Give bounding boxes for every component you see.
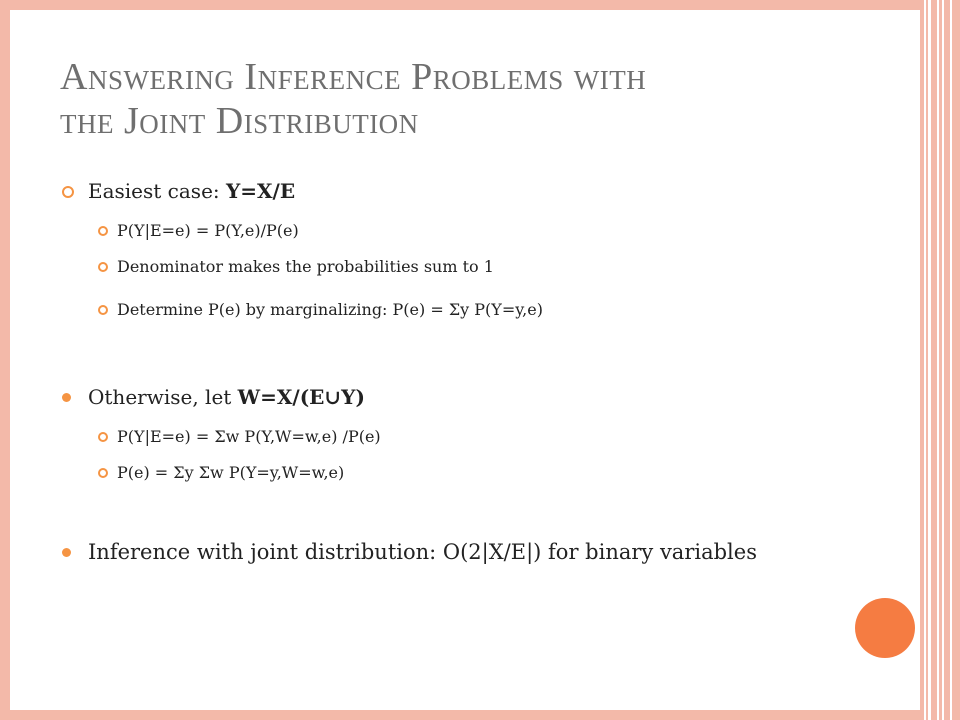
stripe [939,0,942,720]
disc-bullet-icon [62,393,71,402]
bullet-bold: Y=X/E [226,179,296,203]
bullet-prefix: Easiest case: [88,179,226,203]
ring-bullet-icon [98,468,108,478]
frame-left [0,0,10,720]
sub-bullet-text: P(e) = Σy Σw P(Y=y,W=w,e) [117,463,345,482]
disc-bullet-icon [62,548,71,557]
frame-bottom [0,710,920,720]
bullet-text: Inference with joint distribution: O(2|X/E|) for binary variables [88,540,757,564]
bullet-bold: W=X/(E∪Y) [237,385,365,409]
slide-title [60,55,840,143]
title-line-2: the Joint Distribution [60,100,419,142]
title-line-1: Answering Inference Problems with [60,56,647,98]
sub-bullet-text: P(Y|E=e) = Σw P(Y,W=w,e) /P(e) [117,427,381,446]
bullet-text [88,382,365,412]
bullet-text [88,176,295,206]
stripe [944,0,950,720]
sub-bullet-text: Denominator makes the probabilities sum to 1 [117,257,494,276]
right-stripe-band [920,0,960,720]
bullet-prefix: Otherwise, let [88,385,238,409]
ring-bullet-icon [98,432,108,442]
sub-bullet-text [117,219,299,243]
stripe [931,0,937,720]
frame-top [0,0,920,10]
formula-text: P(Y|E=e) = P(Y,e)/P(e) [117,221,299,240]
decorative-orange-circle [855,598,915,658]
stripe [952,0,960,720]
ring-bullet-icon [62,186,74,198]
ring-bullet-icon [98,226,108,236]
stripe [926,0,928,720]
stripe [920,0,924,720]
ring-bullet-icon [98,305,108,315]
ring-bullet-icon [98,262,108,272]
sub-bullet-text: Determine P(e) by marginalizing: P(e) = Σy P(Y=y,e) [117,300,543,319]
